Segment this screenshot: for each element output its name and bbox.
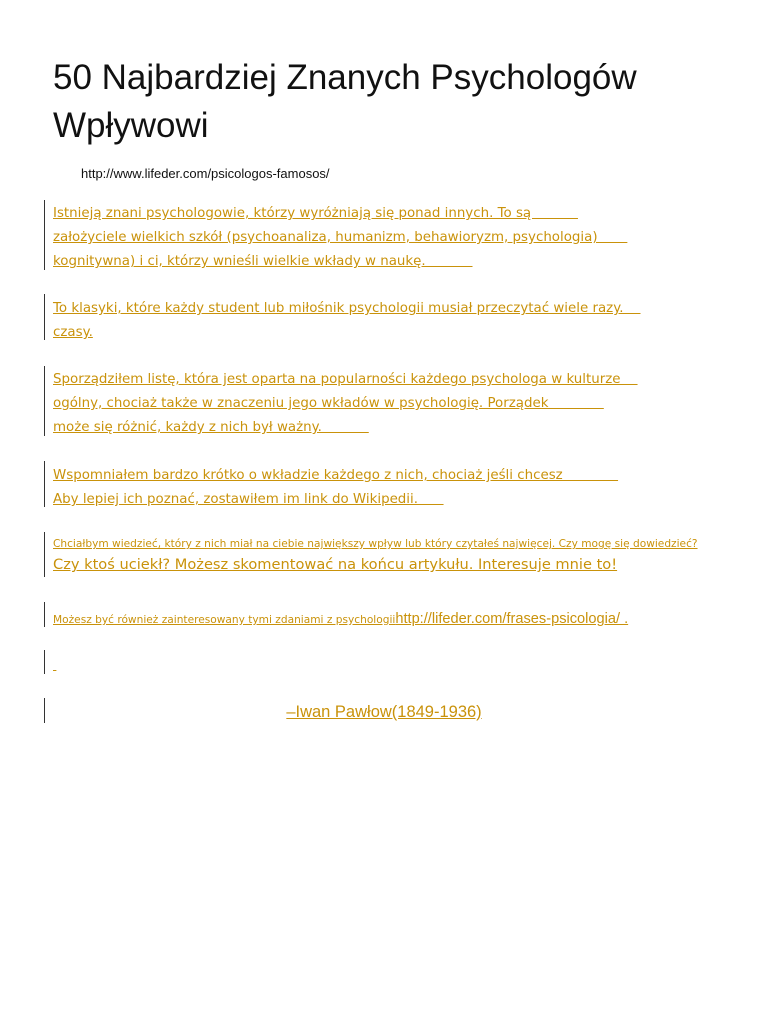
paragraph-line: czasy. [53,325,93,340]
paragraph-line: Wspomniałem bardzo krótko o wkładzie każdego z nich, chociaż jeśli chcesz [53,468,619,483]
paragraph-bar [44,461,45,507]
paragraph-intro[interactable] [53,202,753,274]
paragraph-line: To klasyki, które każdy student lub miłośnik psychologii musiał przeczytać wiele razy. [53,301,641,316]
paragraph-line: Chciałbym wiedzieć, który z nich miał na ciebie największy wpływ lub który czytałeś najwięcej. Czy mogę się dowiedzieć? [53,538,698,550]
paragraph-related[interactable] [53,607,753,632]
paragraph-bar [44,532,45,577]
paragraph-blank[interactable] [53,654,753,678]
paragraph-wikipedia[interactable] [53,464,753,512]
source-url: http://www.lifeder.com/psicologos-famosos/ [81,166,330,181]
paragraph-line: kognitywna) i ci, którzy wnieśli wielkie wkłady w naukę. [53,254,473,269]
paragraph-line: założyciele wielkich szkół (psychoanaliza, humanizm, behawioryzm, psychologia) [53,230,628,245]
related-text: Możesz być również zainteresowany tymi zdaniami z psychologii [53,614,396,626]
paragraph-bar [44,650,45,674]
paragraph-question[interactable] [53,536,753,575]
paragraph-bar [44,602,45,627]
paragraph-line: może się różnić, każdy z nich był ważny. [53,420,369,435]
paragraph-bar [44,366,45,436]
quote-author[interactable]: –Iwan Pawłow(1849-1936) [286,703,482,721]
paragraph-bar [44,294,45,340]
title-line-1: 50 Najbardziej Znanych Psychologów [53,58,637,97]
page-title [53,54,743,150]
paragraph-line: Istnieją znani psychologowie, którzy wyróżniają się ponad innych. To są [53,206,578,221]
paragraph-line: Aby lepiej ich poznać, zostawiłem im link do Wikipedii. [53,492,444,507]
paragraph-line: Sporządziłem listę, która jest oparta na popularności każdego psychologa w kulturze [53,372,638,387]
paragraph-bar [44,200,45,270]
related-link[interactable]: http://lifeder.com/frases-psicologia/ . [395,611,629,627]
paragraph-line: Czy ktoś uciekł? Możesz skomentować na końcu artykułu. Interesuje mnie to! [53,556,618,573]
paragraph-list-info[interactable] [53,368,753,440]
paragraph-line: ogólny, chociaż także w znaczeniu jego wkładów w psychologię. Porządek [53,396,604,411]
title-line-2: Wpływowi [53,106,209,145]
paragraph-classics[interactable] [53,297,753,345]
blank-marker [53,660,56,672]
